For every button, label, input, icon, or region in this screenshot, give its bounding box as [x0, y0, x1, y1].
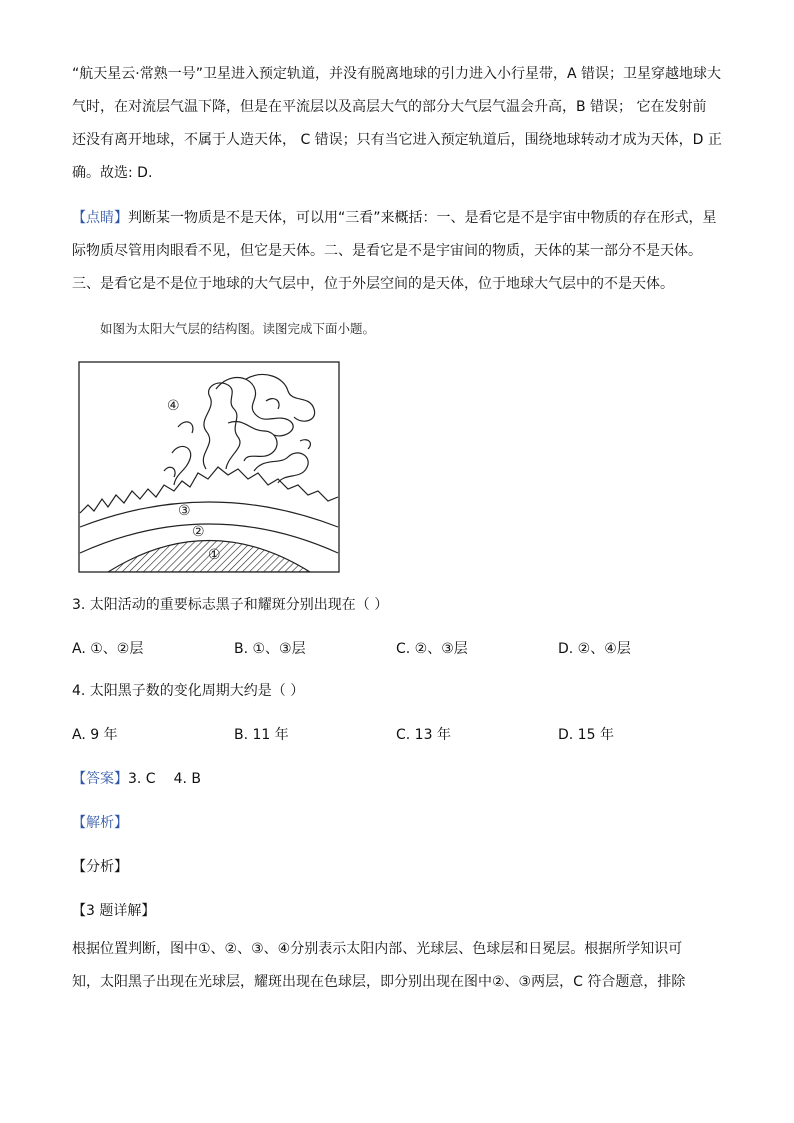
text-line: 根据位置判断，图中①、②、③、④分别表示太阳内部、光球层、色球层和日冕层。根据所学知识可 [72, 941, 683, 957]
option-b: B. ①、③层 [234, 641, 306, 657]
layer-label-chromosphere: ③ [178, 503, 191, 519]
detail-3-heading: 【3 题详解】 [72, 903, 156, 919]
question-4-options [72, 725, 726, 745]
option-a: A. ①、②层 [72, 641, 144, 657]
layer-label-photosphere: ② [192, 524, 205, 540]
document-page [72, 58, 726, 999]
fenxi-heading: 【分析】 [72, 859, 128, 875]
text-line: 际物质尽管用肉眼看不见，但它是天体。二、是看它是不是宇宙间的物质，天体的某一部分不是天体。 [72, 243, 702, 259]
text-line: 三、是看它是不是位于地球的大气层中，位于外层空间的是天体，位于地球大气层中的不是天体。 [72, 276, 674, 292]
question-3-options [72, 639, 726, 659]
option-c: C. ②、③层 [396, 641, 468, 657]
dianjing-text: 判断某一物质是不是天体，可以用“三看”来概括：一、是看它是不是宇宙中物质的存在形式，星 [128, 210, 717, 226]
question-3-stem: 3. 太阳活动的重要标志黑子和耀斑分别出现在（ ） [72, 597, 389, 613]
answer-4: 4. B [173, 771, 202, 787]
text-line: 知，太阳黑子出现在光球层，耀斑出现在色球层，即分别出现在图中②、③两层，C 符合题意，排除 [72, 974, 686, 990]
dianjing-paragraph [72, 202, 726, 301]
figure-intro: 如图为太阳大气层的结构图。读图完成下面小题。 [100, 321, 376, 336]
text-line: 还没有离开地球，不属于人造天体， C 错误；只有当它进入预定轨道后，围绕地球转动才成为天体，D 正 [72, 132, 722, 148]
option-a: A. 9 年 [72, 727, 118, 743]
option-b: B. 11 年 [234, 727, 289, 743]
detail-3-paragraph [72, 933, 726, 999]
answer-tag: 【答案】 [72, 771, 128, 787]
layer-label-interior: ① [208, 547, 221, 563]
question-4-stem: 4. 太阳黑子数的变化周期大约是（ ） [72, 683, 305, 699]
answer-line [72, 769, 726, 789]
answer-3: 3. C [128, 771, 156, 787]
text-line: 确。故选: D. [72, 165, 153, 181]
option-d: D. 15 年 [558, 727, 614, 743]
text-line: “航天星云·常熟一号”卫星进入预定轨道，并没有脱离地球的引力进入小行星带，A 错误；卫星穿越地球大 [72, 66, 721, 82]
layer-label-corona: ④ [167, 398, 180, 414]
explanation-paragraph [72, 58, 726, 190]
text-line [72, 202, 726, 235]
jiexi-heading: 【解析】 [72, 815, 128, 831]
solar-atmosphere-diagram [78, 361, 340, 573]
option-c: C. 13 年 [396, 727, 451, 743]
option-d: D. ②、④层 [558, 641, 631, 657]
solar-atmosphere-figure [78, 361, 340, 573]
text-line: 气时，在对流层气温下降，但是在平流层以及高层大气的部分大气层气温会升高，B 错误； 它在发射前 [72, 99, 707, 115]
dianjing-tag: 【点睛】 [72, 210, 128, 226]
